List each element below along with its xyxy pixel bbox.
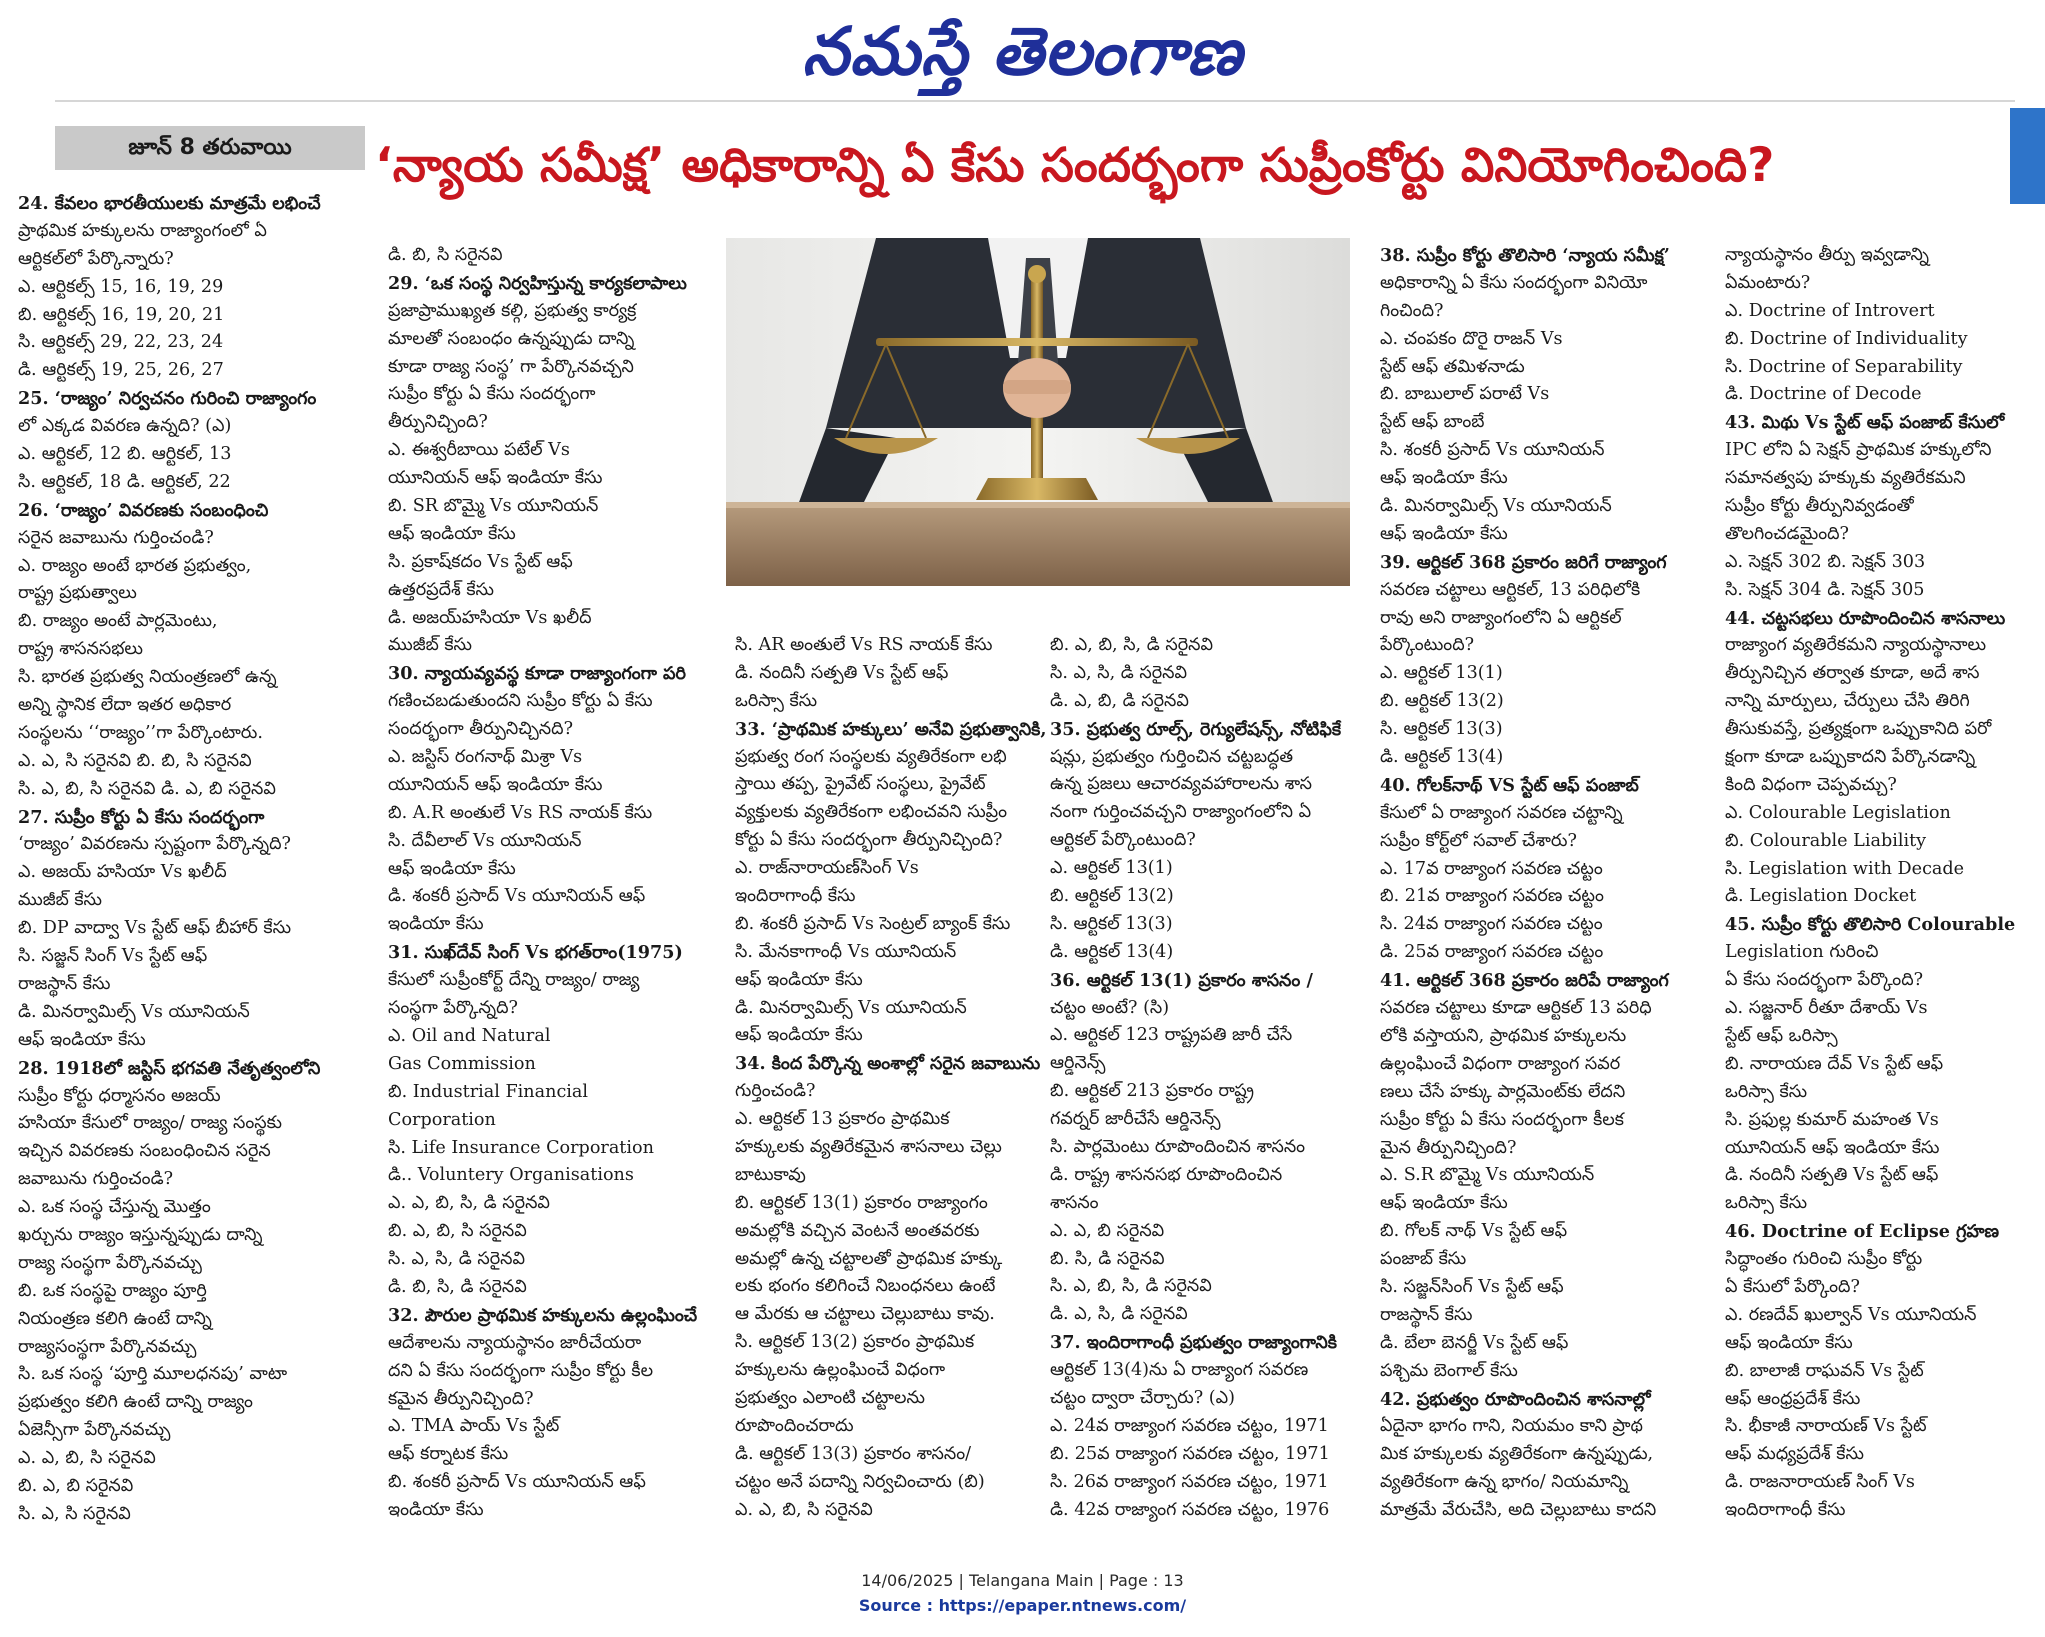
article-headline: ‘న్యాయ సమీక్ష’ అధికారాన్ని ఏ కేసు సందర్భంగా సుప్రీంకోర్టు వినియోగించింది? <box>375 138 1775 193</box>
answer-line: రావు అని రాజ్యాంగంలోని ఏ ఆర్టికల్ <box>1380 607 1622 628</box>
answer-line: ఎ. చంపకం దొరై రాజన్ Vs <box>1380 328 1563 349</box>
answer-line: సి. AR అంతులే Vs RS నాయక్ కేసు <box>735 635 993 655</box>
answer-line: ఎ. TMA పాయ్ Vs స్టేట్ <box>388 1416 560 1437</box>
answer-line: ఇందిరాగాంధీ కేసు <box>735 886 856 907</box>
answer-line: ఖర్చును రాజ్యం ఇస్తున్నప్పుడు దాన్ని <box>18 1224 263 1245</box>
answer-line: మాత్రమే వేరుచేసి, అది చెల్లుబాటు కాదని <box>1380 1500 1657 1521</box>
answer-line: Gas Commission <box>388 1053 536 1074</box>
answer-line: సి. 24వ రాజ్యాంగ సవరణ చట్టం <box>1380 914 1603 935</box>
answer-line: లోకి వస్తాయని, ప్రాథమిక హక్కులను <box>1380 1025 1627 1046</box>
answer-line: ఇండియా కేసు <box>388 1500 484 1521</box>
page-footer <box>0 1568 2045 1618</box>
page-edge-tab <box>2010 108 2045 204</box>
question-text: 41. ఆర్టికల్ 368 ప్రకారం జరిపే రాజ్యాంగ <box>1380 970 1669 992</box>
answer-line: బి. Industrial Financial <box>388 1081 589 1102</box>
question-text: 26. ‘రాజ్యం’ వివరణకు సంబంధించి <box>18 499 269 521</box>
answer-line: రాజ్య సంస్థగా పేర్కొనవచ్చు <box>18 1252 202 1273</box>
answer-line: సి. ప్రఫుల్ల కుమార్ మహంత Vs <box>1725 1109 1939 1130</box>
answer-line: రూపొందించరాదు <box>735 1415 854 1436</box>
question-text: 36. ఆర్టికల్ 13(1) ప్రకారం శాసనం / <box>1050 969 1313 991</box>
answer-line: గణించబడుతుందని సుప్రీం కోర్టు ఏ కేసు <box>388 691 653 712</box>
answer-line: సుప్రీం కోర్టు తీర్పునివ్వడంతో <box>1725 496 1914 517</box>
answer-line: ఎ. 24వ రాజ్యాంగ సవరణ చట్టం, 1971 <box>1050 1415 1329 1436</box>
answer-line: ఆఫ్ ఇండియా కేసు <box>735 969 863 990</box>
text-column-4 <box>1050 632 1378 1525</box>
answer-line: లో ఎక్కడ వివరణ ఉన్నది? (ఎ) <box>18 416 232 437</box>
answer-line: ఆఫ్ ఇండియా కేసు <box>1380 523 1508 544</box>
answer-line: ఎ. అజయ్ హసియా Vs ఖలీద్ <box>18 862 227 883</box>
answer-line: షన్లు, ప్రభుత్వం గుర్తించిన చట్టబద్ధత <box>1050 746 1294 767</box>
answer-line: ముజీబ్ కేసు <box>18 890 102 911</box>
answer-line: రాజస్థాన్ కేసు <box>1380 1304 1473 1325</box>
answer-line: ఆఫ్ ఇండియా కేసు <box>1380 1193 1508 1214</box>
answer-line: బి. బాలాజీ రాఘవన్ Vs స్టేట్ <box>1725 1360 1924 1381</box>
question-text: 39. ఆర్టికల్ 368 ప్రకారం జరిగే రాజ్యాంగ <box>1380 551 1667 573</box>
answer-line: డి. మినర్వామిల్స్ Vs యూనియన్ <box>1380 496 1612 517</box>
answer-line: సి. పార్లమెంటు రూపొందించిన శాసనం <box>1050 1137 1306 1158</box>
answer-line: ఎ. ఈశ్వరీబాయి పటేల్ Vs <box>388 440 570 461</box>
answer-line: పేర్కొంటుంది? <box>1380 635 1475 656</box>
question-text: 34. కింద పేర్కొన్న అంశాల్లో సరైన జవాబును <box>735 1053 1041 1075</box>
question-text: 25. ‘రాజ్యం’ నిర్వచనం గురించి రాజ్యాంగం <box>18 388 317 410</box>
answer-line: ఎ. S.R బొమ్మై Vs యూనియన్ <box>1380 1165 1595 1186</box>
answer-line: సి. ఎ, బి, సి సరైనవి డి. ఎ, బి సరైనవి <box>18 778 276 799</box>
answer-line: సి. ఆర్టికల్ 13(3) <box>1380 719 1503 740</box>
text-column-2 <box>388 242 706 1525</box>
answer-line: బి. 25వ రాజ్యాంగ సవరణ చట్టం, 1971 <box>1050 1443 1330 1464</box>
answer-line: డి. మినర్వామిల్స్ Vs యూనియన్ <box>735 997 967 1018</box>
answer-line: ఎ. ఆర్టికల్స్ 15, 16, 19, 29 <box>18 276 224 297</box>
answer-line: ఎ. సెక్షన్ 302 బి. సెక్షన్ 303 <box>1725 551 1926 572</box>
answer-line: తీర్పునిచ్చింది? <box>388 412 488 433</box>
answer-line: ఆఫ్ మధ్యప్రదేశ్ కేసు <box>1725 1444 1864 1465</box>
scales-of-justice-photo <box>726 238 1350 586</box>
answer-line: Corporation <box>388 1109 496 1130</box>
answer-line: వ్యతిరేకంగా ఉన్న భాగం/ నియమాన్ని <box>1380 1472 1629 1493</box>
answer-line: ‘రాజ్యం’ వివరణను స్పష్టంగా పేర్కొన్నది? <box>18 834 291 855</box>
answer-line: సి. ఆర్టికల్ 13(3) <box>1050 913 1173 934</box>
answer-line: హక్కులను ఉల్లంఘించే విధంగా <box>735 1360 946 1381</box>
answer-line: రాష్ట్ర శాసనసభలు <box>18 639 143 660</box>
answer-line: డి. నందినీ సత్పతి Vs స్టేట్ ఆఫ్ <box>1725 1165 1939 1186</box>
answer-line: డి. 25వ రాజ్యాంగ సవరణ చట్టం <box>1380 942 1604 963</box>
answer-line: ఆఫ్ ఆంధ్రప్రదేశ్ కేసు <box>1725 1388 1861 1409</box>
answer-line: ఉల్లంఘించే విధంగా రాజ్యాంగ సవర <box>1380 1053 1621 1074</box>
question-text: 43. మిథు Vs స్టేట్ ఆఫ్ పంజాబ్ కేసులో <box>1725 412 2005 434</box>
masthead <box>0 8 2045 96</box>
answer-line: డి. 42వ రాజ్యాంగ సవరణ చట్టం, 1976 <box>1050 1499 1330 1520</box>
answer-line: ఒరిస్సా కేసు <box>1725 1081 1808 1102</box>
answer-line: ప్రభుత్వం కలిగి ఉంటే దాన్ని రాజ్యం <box>18 1392 253 1413</box>
answer-line: సవరణ చట్టాలు కూడా ఆర్టికల్ 13 పరిధి <box>1380 998 1652 1019</box>
answer-line: ఆఫ్ ఇండియా కేసు <box>18 1029 146 1050</box>
answer-line: ఎ. Oil and Natural <box>388 1025 551 1046</box>
answer-line: గవర్నర్ జారీచేసే ఆర్డినెన్స్ <box>1050 1109 1221 1130</box>
answer-line: బి. SR బొమ్మై Vs యూనియన్ <box>388 496 599 517</box>
answer-line: ఎ. సజ్జనార్ రీతూ దేశాయ్ Vs <box>1725 998 1928 1019</box>
answer-line: క్షంగా కూడా ఒప్పుకాదని పేర్కొనడాన్ని <box>1725 747 1976 768</box>
answer-line: డి. ఎ, బి, డి సరైనవి <box>1050 690 1189 711</box>
answer-line: బి. DP వాద్వా Vs స్టేట్ ఆఫ్ బీహార్ కేసు <box>18 918 292 939</box>
answer-line: సి. సజ్జన్‌సింగ్ Vs స్టేట్ ఆఫ్ <box>1380 1276 1564 1297</box>
answer-line: నియంత్రణ కలిగి ఉంటే దాన్ని <box>18 1308 212 1329</box>
answer-line: బి. 21వ రాజ్యాంగ సవరణ చట్టం <box>1380 886 1604 907</box>
answer-line: ఎ. ఆర్టికల్ 13(1) <box>1380 663 1503 684</box>
answer-line: చట్టం అనే పదాన్ని నిర్వచించారు (బి) <box>735 1471 985 1492</box>
answer-line: సుప్రీం కోర్టు ఏ కేసు సందర్భంగా <box>388 384 596 405</box>
answer-line: ఆర్టికల్ పేర్కొంటుంది? <box>1050 830 1196 851</box>
answer-line: సి. ప్రకాష్‌కదం Vs స్టేట్ ఆఫ్ <box>388 551 573 572</box>
answer-line: ఒరిస్సా కేసు <box>735 690 818 711</box>
answer-line: ఎ. Doctrine of Introvert <box>1725 300 1935 321</box>
answer-line: సరైన జవాబును గుర్తించండి? <box>18 527 214 548</box>
answer-line: ఎ. ఒక సంస్థ చేస్తున్న మొత్తం <box>18 1197 211 1218</box>
text-column-6 <box>1725 242 2025 1525</box>
answer-line: స్టేట్ ఆఫ్ తమిళనాడు <box>1380 356 1525 377</box>
answer-line: ఆఫ్ ఇండియా కేసు <box>1380 468 1508 489</box>
question-text: 37. ఇందిరాగాంధీ ప్రభుత్వం రాజ్యాంగానికి <box>1050 1332 1337 1354</box>
answer-line: కోర్టు ఏ కేసు సందర్భంగా తీర్పునిచ్చింది? <box>735 830 1003 851</box>
answer-line: రాజస్థాన్ కేసు <box>18 973 111 994</box>
newspaper-logo: నమస్తే తెలంగాణ <box>802 13 1243 90</box>
answer-line: బి. Doctrine of Individuality <box>1725 328 1968 349</box>
answer-line: సి. సెక్షన్ 304 డి. సెక్షన్ 305 <box>1725 579 1925 600</box>
answer-line: ఆఫ్ కర్నాటక కేసు <box>388 1444 509 1465</box>
answer-line: పంజాబ్ కేసు <box>1380 1249 1467 1270</box>
answer-line: ఎ. ఆర్టికల్ 13(1) <box>1050 858 1173 879</box>
answer-line: డి. బి, సి, డి సరైనవి <box>388 1276 527 1297</box>
answer-line: డి. ఆర్టికల్స్ 19, 25, 26, 27 <box>18 360 224 381</box>
answer-line: సుప్రీం కోర్టు ఏ కేసు సందర్భంగా కీలక <box>1380 1109 1624 1130</box>
answer-line: డి. బేలా బెనర్జీ Vs స్టేట్ ఆఫ్ <box>1380 1332 1569 1353</box>
answer-line: న్యాయస్థానం తీర్పు ఇవ్వడాన్ని <box>1725 245 1929 265</box>
answer-line: ఆర్డినెన్స్ <box>1050 1053 1106 1074</box>
answer-line: డి. Doctrine of Decode <box>1725 384 1922 405</box>
answer-line: ఆఫ్ ఇండియా కేసు <box>735 1025 863 1046</box>
answer-line: మైన తీర్పునిచ్చింది? <box>1380 1137 1517 1158</box>
source-link[interactable]: Source : https://epaper.ntnews.com/ <box>858 1596 1187 1615</box>
answer-line: కేసులో ఏ రాజ్యాంగ సవరణ చట్టాన్ని <box>1380 802 1623 823</box>
answer-line: సి. ఎ, సి, డి సరైనవి <box>1050 662 1188 683</box>
answer-line: ఎ. రాజ్యం అంటే భారత ప్రభుత్వం, <box>18 555 252 576</box>
answer-line: కమైన తీర్పునిచ్చింది? <box>388 1388 534 1409</box>
answer-line: ఉత్తరప్రదేశ్ కేసు <box>388 579 494 600</box>
answer-line: చట్టం ద్వారా చేర్చారు? (ఎ) <box>1050 1388 1236 1409</box>
answer-line: సి. మేనకాగాంధీ Vs యూనియన్ <box>735 941 957 962</box>
answer-line: ఇచ్చిన వివరణకు సంబంధించిన సరైన <box>18 1141 271 1162</box>
answer-line: యూనియన్ ఆఫ్ ఇండియా కేసు <box>388 774 603 795</box>
answer-line: సందర్భంగా తీర్పునిచ్చినది? <box>388 719 574 740</box>
answer-line: ప్రజాప్రాముఖ్యత కల్గి, ప్రభుత్వ కార్యక్ర <box>388 300 637 321</box>
answer-line: పశ్చిమ బెంగాల్ కేసు <box>1380 1360 1518 1381</box>
answer-line: ఎ. రణదేవ్ ఖుల్వాన్ Vs యూనియన్ <box>1725 1304 1977 1325</box>
question-text: 33. ‘ప్రాథమిక హక్కులు’ అనేవి ప్రభుత్వానికి, <box>735 718 1047 740</box>
question-text: 45. సుప్రీం కోర్టు తొలిసారి Colourable <box>1725 914 2016 936</box>
answer-line: యూనియన్ ఆఫ్ ఇండియా కేసు <box>1725 1137 1940 1158</box>
question-text: 27. సుప్రీం కోర్టు ఏ కేసు సందర్భంగా <box>18 806 265 828</box>
answer-line: అధికారాన్ని ఏ కేసు సందర్భంగా వినియో <box>1380 272 1648 293</box>
question-text: 30. న్యాయవ్యవస్థ కూడా రాజ్యాంగంగా పరి <box>388 663 686 685</box>
answer-line: స్టేట్ ఆఫ్ ఒరిస్సా <box>1725 1025 1838 1046</box>
answer-line: రాజ్యసంస్థగా పేర్కొనవచ్చు <box>18 1336 197 1357</box>
answer-line: ణలు చేసే హక్కు పార్లమెంట్‌కు లేదని <box>1380 1081 1626 1102</box>
answer-line: డి. బి, సి సరైనవి <box>388 245 503 265</box>
answer-line: ఎ. ఆర్టికల్, 12 బి. ఆర్టికల్, 13 <box>18 444 232 465</box>
answer-line: ఆర్టికల్‌లో పేర్కొన్నారు? <box>18 248 174 269</box>
answer-line: బి. రాజ్యం అంటే పార్లమెంటు, <box>18 611 218 632</box>
answer-line: డి. అజయ్‌హసియా Vs ఖలీద్ <box>388 607 592 628</box>
answer-line: సి. దేవీలాల్ Vs యూనియన్ <box>388 830 582 851</box>
answer-line: సి. Legislation with Decade <box>1725 858 1965 879</box>
answer-line: తొలగించడమైంది? <box>1725 523 1849 544</box>
answer-line: బి. నారాయణ దేవ్ Vs స్టేట్ ఆఫ్ <box>1725 1053 1944 1074</box>
question-text: 35. ప్రభుత్వ రూల్స్, రెగ్యులేషన్స్, నోటిఫికే <box>1050 718 1342 740</box>
text-column-3 <box>735 632 1053 1525</box>
question-text: 31. సుఖ్‌దేవ్ సింగ్ Vs భగత్‌రాం(1975) <box>388 942 683 964</box>
answer-line: ఆఫ్ ఇండియా కేసు <box>1725 1332 1853 1353</box>
question-text: 44. చట్టసభలు రూపొందించిన శాసనాలు <box>1725 607 2006 629</box>
answer-line: ప్రాథమిక హక్కులను రాజ్యాంగంలో ఏ <box>18 220 267 241</box>
answer-line: ఆఫ్ ఇండియా కేసు <box>388 523 516 544</box>
answer-line: జవాబును గుర్తించండి? <box>18 1169 174 1190</box>
answer-line: హసియా కేసులో రాజ్యం/ రాజ్య సంస్థకు <box>18 1113 282 1134</box>
answer-line: లకు భంగం కలిగించే నిబంధనలు ఉంటే <box>735 1276 996 1297</box>
answer-line: ప్రభుత్వ రంగ సంస్థలకు వ్యతిరేకంగా లభి <box>735 746 1007 767</box>
answer-line: సి. Doctrine of Separability <box>1725 356 1963 377</box>
answer-line: ఆఫ్ ఇండియా కేసు <box>388 858 516 879</box>
answer-line: సుప్రీం కోర్టు ధర్మాసనం అజయ్ <box>18 1085 221 1106</box>
question-text: 46. Doctrine of Eclipse గ్రహణ <box>1725 1221 2000 1243</box>
answer-line: సి. ఆర్టికల్స్ 29, 22, 23, 24 <box>18 332 224 353</box>
answer-line: ఎ. రాజ్‌నారాయణ్‌సింగ్ Vs <box>735 858 919 879</box>
answer-line: ఎ. ఎ, బి సరైనవి <box>1050 1220 1165 1241</box>
answer-line: ఆదేశాలను న్యాయస్థానం జారీచేయరా <box>388 1332 642 1353</box>
question-text: 42. ప్రభుత్వం రూపొందించిన శాసనాల్లో <box>1380 1388 1651 1410</box>
answer-line: ఎ. ఆర్టికల్ 13 ప్రకారం ప్రాథమిక <box>735 1109 950 1130</box>
answer-line: ఎ. జస్టిస్ రంగనాథ్ మిశ్రా Vs <box>388 747 583 768</box>
answer-line: సి. భారత ప్రభుత్వ నియంత్రణలో ఉన్న <box>18 667 277 688</box>
answer-line: శాసనం <box>1050 1192 1099 1213</box>
question-text: 38. సుప్రీం కోర్టు తొలిసారి ‘న్యాయ సమీక్ష’ <box>1380 245 1670 266</box>
answer-line: డి. ఆర్టికల్ 13(4) <box>1050 941 1174 962</box>
answer-line: ఎ. ఆర్టికల్ 123 రాష్ట్రపతి జారీ చేసే <box>1050 1025 1293 1046</box>
answer-line: అన్ని స్థానిక లేదా ఇతర అధికార <box>18 695 232 716</box>
answer-line: యూనియన్ ఆఫ్ ఇండియా కేసు <box>388 468 603 489</box>
answer-line: వ్యక్తులకు వ్యతిరేకంగా లభించవని సుప్రీం <box>735 802 1008 823</box>
answer-line: సి. ఒక సంస్థ ‘పూర్తి మూలధనపు’ వాటా <box>18 1364 288 1385</box>
answer-line: కేసులో సుప్రీంకోర్ట్ దేన్ని రాజ్యం/ రాజ్య <box>388 970 640 991</box>
answer-line: ఒరిస్సా కేసు <box>1725 1193 1808 1214</box>
answer-line: బి. సి, డి సరైనవి <box>1050 1248 1165 1269</box>
answer-line: సి. శంకరీ ప్రసాద్ Vs యూనియన్ <box>1380 440 1605 461</box>
answer-line: హక్కులకు వ్యతిరేకమైన శాసనాలు చెల్లు <box>735 1137 1002 1158</box>
answer-line: డి. రాజనారాయణ్ సింగ్ Vs <box>1725 1472 1915 1493</box>
answer-line: సి. ఎ, సి, డి సరైనవి <box>388 1249 526 1270</box>
answer-line: బి. ఎ, బి సరైనవి <box>18 1475 134 1496</box>
answer-line: ఎ. ఎ, బి, సి సరైనవి <box>18 1448 156 1469</box>
answer-line: బి. Colourable Liability <box>1725 830 1927 851</box>
answer-line: డి. శంకరీ ప్రసాద్ Vs యూనియన్ ఆఫ్ <box>388 886 646 907</box>
answer-line: అమల్లో ఉన్న చట్టాలతో ప్రాథమిక హక్కు <box>735 1248 1003 1269</box>
edition-info: 14/06/2025 | Telangana Main | Page : 13 <box>861 1571 1184 1590</box>
header-divider <box>55 100 2015 102</box>
answer-line: ఎ. ఎ, సి సరైనవి బి. బి, సి సరైనవి <box>18 750 252 771</box>
answer-line: సి. భీకాజీ నారాయణ్ Vs స్టేట్ <box>1725 1416 1927 1437</box>
justice-scale-illustration <box>726 238 1350 586</box>
answer-line: మాలతో సంబంధం ఉన్నప్పుడు దాన్ని <box>388 328 635 349</box>
answer-line: ఉన్న ప్రజలు ఆచారవ్యవహారాలను శాస <box>1050 774 1312 795</box>
answer-line: బి. ఆర్టికల్ 13(2) <box>1380 691 1504 712</box>
answer-line: సి. సజ్జన్ సింగ్ Vs స్టేట్ ఆఫ్ <box>18 946 208 967</box>
question-text: 29. ‘ఒక సంస్థ నిర్వహిస్తున్న కార్యకలాపాలు <box>388 272 687 294</box>
answer-line: డి. ఎ, సి, డి సరైనవి <box>1050 1304 1188 1325</box>
answer-line: చట్టం అంటే? (సి) <box>1050 997 1170 1018</box>
answer-line: సంస్థగా పేర్కొన్నది? <box>388 998 518 1019</box>
answer-line: సిద్ధాంతం గురించి సుప్రీం కోర్టు <box>1725 1249 1923 1270</box>
answer-line: బి. ఆర్టికల్స్ 16, 19, 20, 21 <box>18 304 225 325</box>
answer-line: బి. గోలక్ నాథ్ Vs స్టేట్ ఆఫ్ <box>1380 1221 1568 1242</box>
answer-line: ఏజెన్సీగా పేర్కొనవచ్చు <box>18 1420 171 1441</box>
answer-line: ఎ. ఎ, బి, సి, డి సరైనవి <box>388 1193 550 1214</box>
answer-line: డి. ఆర్టికల్ 13(3) ప్రకారం శాసనం/ <box>735 1443 972 1464</box>
answer-line: మిక హక్కులకు వ్యతిరేకంగా ఉన్నప్పుడు, <box>1380 1444 1654 1465</box>
answer-line: రాజ్యాంగ వ్యతిరేకమని న్యాయస్థానాలు <box>1725 635 1987 656</box>
answer-line: ఏదైనా భాగం గాని, నియమం కాని ప్రాథ <box>1380 1416 1643 1437</box>
answer-line: డి. ఆర్టికల్ 13(4) <box>1380 747 1504 768</box>
answer-line: కూడా రాజ్య సంస్థ’ గా పేర్కొనవచ్చని <box>388 356 634 377</box>
answer-line: స్టేట్ ఆఫ్ బాంబే <box>1380 412 1485 433</box>
answer-line: బి. శంకరీ ప్రసాద్ Vs సెంట్రల్ బ్యాంక్ కేసు <box>735 913 1011 934</box>
answer-line: గుర్తించండి? <box>735 1081 816 1102</box>
answer-line: సి. ఆర్టికల్, 18 డి. ఆర్టికల్, 22 <box>18 471 231 492</box>
answer-line: సంస్థలను ‘‘రాజ్యం’’గా పేర్కొంటారు. <box>18 722 263 743</box>
answer-line: బి. ఎ, బి, సి సరైనవి <box>388 1221 527 1242</box>
text-column-1 <box>18 190 368 1529</box>
answer-line: సమానత్వపు హక్కుకు వ్యతిరేకమని <box>1725 468 1966 489</box>
answer-line: సి. ఎ, సి సరైనవి <box>18 1503 131 1524</box>
answer-line: నాన్ని మార్పులు, చేర్పులు చేసి తిరిగి <box>1725 691 1970 712</box>
answer-line: తీసుకువస్తే, ప్రత్యక్షంగా ఒప్పుకానిది పరో <box>1725 719 1992 740</box>
answer-line: బి. ఆర్టికల్ 13(1) ప్రకారం రాజ్యాంగం <box>735 1192 988 1213</box>
answer-line: సుప్రీం కోర్ట్‌లో సవాల్ చేశారు? <box>1380 830 1577 851</box>
answer-line: డి. మినర్వామిల్స్ Vs యూనియన్ <box>18 1001 250 1022</box>
answer-line: గించింది? <box>1380 300 1444 321</box>
answer-line: డి.. Voluntery Organisations <box>388 1165 634 1186</box>
answer-line: ఆ మేరకు ఆ చట్టాలు చెల్లుబాటు కావు. <box>735 1304 995 1325</box>
answer-line: ముజీబ్ కేసు <box>388 635 472 656</box>
answer-line: బి. బాబులాల్ పరాటే Vs <box>1380 384 1550 405</box>
answer-line: ఆర్టికల్ 13(4)ను ఏ రాజ్యాంగ సవరణ <box>1050 1360 1309 1381</box>
question-text: 28. 1918లో జస్టిస్ భగవతి నేతృత్వంలోని <box>18 1057 321 1079</box>
question-text: 24. కేవలం భారతీయులకు మాత్రమే లభించే <box>18 193 321 214</box>
answer-line: బి. ఆర్టికల్ 213 ప్రకారం రాష్ట్ర <box>1050 1081 1254 1102</box>
answer-line: రాష్ట్ర ప్రభుత్వాలు <box>18 583 137 604</box>
answer-line: ఏ కేసులో పేర్కొంది? <box>1725 1276 1860 1297</box>
answer-line: బి. ఒక సంస్థపై రాజ్యం పూర్తి <box>18 1280 207 1301</box>
answer-line: బి. A.R అంతులే Vs RS నాయక్ కేసు <box>388 802 653 823</box>
answer-line: IPC లోని ఏ సెక్షన్ ప్రాథమిక హక్కులోని <box>1725 440 1992 461</box>
answer-line: సి. ఆర్టికల్ 13(2) ప్రకారం ప్రాథమిక <box>735 1332 975 1353</box>
answer-line: ప్రభుత్వం ఎలాంటి చట్టాలను <box>735 1388 925 1409</box>
answer-line: ఏ కేసు సందర్భంగా పేర్కొంది? <box>1725 970 1924 991</box>
answer-line: ఎ. 17వ రాజ్యాంగ సవరణ చట్టం <box>1380 858 1603 879</box>
answer-line: బి. ఆర్టికల్ 13(2) <box>1050 886 1174 907</box>
answer-line: స్తాయి తప్ప, ప్రైవేట్ సంస్థలు, ప్రైవేట్ <box>735 774 986 795</box>
answer-line: Legislation గురించి <box>1725 942 1879 963</box>
answer-line: బి. శంకరీ ప్రసాద్ Vs యూనియన్ ఆఫ్ <box>388 1472 646 1493</box>
answer-line: సి. ఎ, బి, సి, డి సరైనవి <box>1050 1276 1212 1297</box>
answer-line: బి. ఎ, బి, సి, డి సరైనవి <box>1050 635 1213 655</box>
answer-line: నంగా గుర్తించవచ్చని రాజ్యాంగంలోని ఏ <box>1050 802 1312 823</box>
question-text: 32. పౌరుల ప్రాథమిక హక్కులను ఉల్లంఘించే <box>388 1304 698 1326</box>
answer-line: డి. నందినీ సత్పతి Vs స్టేట్ ఆఫ్ <box>735 662 949 683</box>
answer-line: సి. 26వ రాజ్యాంగ సవరణ చట్టం, 1971 <box>1050 1471 1329 1492</box>
answer-line: దని ఏ కేసు సందర్భంగా సుప్రీం కోర్టు కీల <box>388 1360 654 1381</box>
answer-line: కింది విధంగా చెప్పవచ్చు? <box>1725 774 1897 795</box>
answer-line: డి. రాష్ట్ర శాసనసభ రూపొందించిన <box>1050 1164 1283 1185</box>
answer-line: ఇందిరాగాంధీ కేసు <box>1725 1500 1846 1521</box>
answer-line: తీర్పునిచ్చిన తర్వాత కూడా, అదే శాస <box>1725 663 1980 684</box>
text-column-5 <box>1380 242 1710 1525</box>
answer-line: సవరణ చట్టాలు ఆర్టికల్, 13 పరిధిలోకి <box>1380 579 1641 600</box>
answer-line: బాటుకావు <box>735 1164 806 1185</box>
date-box: జూన్ 8 తరువాయి <box>55 126 365 170</box>
answer-line: సి. Life Insurance Corporation <box>388 1137 654 1158</box>
answer-line: ఏమంటారు? <box>1725 272 1811 293</box>
answer-line: అమల్లోకి వచ్చిన వెంటనే అంతవరకు <box>735 1220 980 1241</box>
answer-line: ఎ. ఎ, బి, సి సరైనవి <box>735 1499 873 1520</box>
question-text: 40. గోలక్‌నాథ్ VS స్టేట్ ఆఫ్ పంజాబ్ <box>1380 774 1639 796</box>
answer-line: ఎ. Colourable Legislation <box>1725 802 1951 823</box>
answer-line: డి. Legislation Docket <box>1725 886 1917 907</box>
answer-line: ఇండియా కేసు <box>388 914 484 935</box>
